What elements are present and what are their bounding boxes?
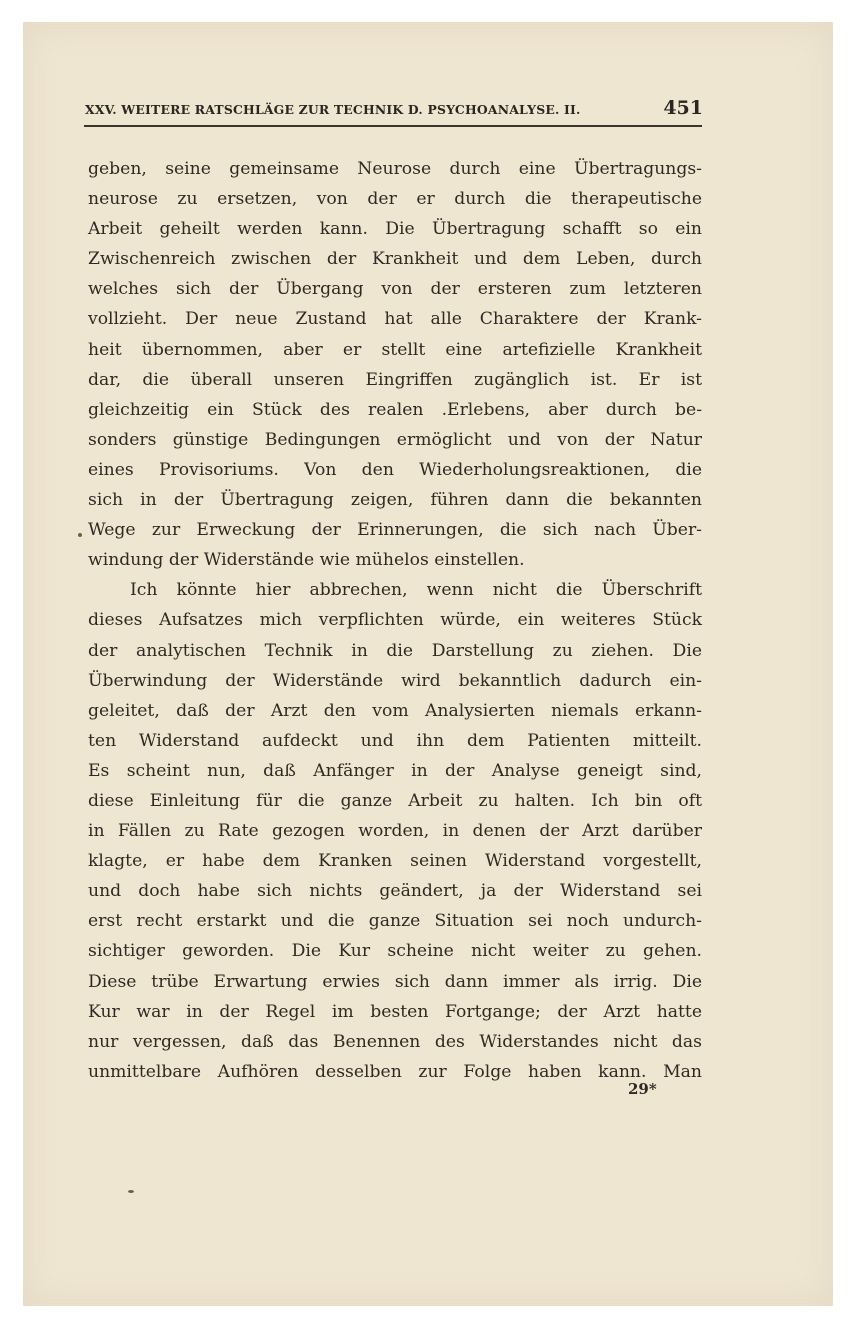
text-line: ten Widerstand aufdeckt und ihn dem Patienten mitteilt.: [88, 730, 702, 751]
text-line: vollzieht. Der neue Zustand hat alle Charaktere der Krank-: [88, 309, 702, 330]
text-line: dar, die überall unseren Eingriffen zugänglich ist. Er ist: [88, 369, 702, 390]
text-line: sich in der Übertragung zeigen, führen dann die bekannten: [88, 490, 702, 511]
text-line: der analytischen Technik in die Darstellung zu ziehen. Die: [88, 640, 702, 661]
paper-speck: [128, 1190, 134, 1193]
text-line: gleichzeitig ein Stück des realen .Erlebens, aber durch be-: [88, 399, 702, 420]
text-line: unmittelbare Aufhören desselben zur Folge haben kann. Man: [88, 1061, 702, 1082]
paragraph-end-line: windung der Widerstände wie mühelos einstellen.: [88, 550, 525, 571]
text-line: in Fällen zu Rate gezogen worden, in denen der Arzt darüber: [88, 821, 702, 842]
text-line: eines Provisoriums. Von den Wiederholungsreaktionen, die: [88, 459, 702, 480]
page-number: 451: [663, 97, 703, 119]
paper-speck: [78, 533, 82, 537]
text-line: erst recht erstarkt und die ganze Situation sei noch undurch-: [88, 911, 702, 932]
text-line: Überwindung der Widerstände wird bekanntlich dadurch ein-: [88, 670, 702, 691]
text-line: Wege zur Erweckung der Erinnerungen, die sich nach Über-: [88, 520, 702, 541]
text-line: dieses Aufsatzes mich verpflichten würde, ein weiteres Stück: [88, 610, 702, 631]
text-line: sichtiger geworden. Die Kur scheine nicht weiter zu gehen.: [88, 941, 702, 962]
text-line: Arbeit geheilt werden kann. Die Übertragung schafft so ein: [88, 219, 702, 240]
signature-mark: 29*: [628, 1080, 657, 1098]
text-line: klagte, er habe dem Kranken seinen Widerstand vorgestellt,: [88, 851, 702, 872]
text-line: diese Einleitung für die ganze Arbeit zu halten. Ich bin oft: [88, 790, 702, 811]
running-header: [83, 96, 703, 126]
text-line: heit übernommen, aber er stellt eine artefizielle Krankheit: [88, 339, 702, 360]
text-line: geleitet, daß der Arzt den vom Analysierten niemals erkann-: [88, 700, 702, 721]
text-line: geben, seine gemeinsame Neurose durch eine Übertragungs-: [88, 159, 702, 179]
text-line: Diese trübe Erwartung erwies sich dann immer als irrig. Die: [88, 971, 702, 992]
text-line: nur vergessen, daß das Benennen des Widerstandes nicht das: [88, 1031, 702, 1052]
header-rule: [84, 125, 702, 127]
paragraph-start-line: Ich könnte hier abbrechen, wenn nicht die Überschrift: [130, 580, 702, 601]
text-line: Zwischenreich zwischen der Krankheit und dem Leben, durch: [88, 249, 702, 270]
text-line: Kur war in der Regel im besten Fortgange; der Arzt hatte: [88, 1001, 702, 1022]
text-line: und doch habe sich nichts geändert, ja der Widerstand sei: [88, 881, 702, 902]
running-title: XXV. WEITERE RATSCHLÄGE ZUR TECHNIK D. PSYCHOANALYSE. II.: [85, 102, 581, 117]
text-line: sonders günstige Bedingungen ermöglicht und von der Natur: [88, 429, 702, 450]
body-text: [88, 154, 702, 1087]
text-line: welches sich der Übergang von der ersteren zum letzteren: [88, 279, 702, 300]
text-line: neurose zu ersetzen, von der er durch die therapeutische: [88, 189, 702, 210]
text-line: Es scheint nun, daß Anfänger in der Analyse geneigt sind,: [88, 760, 702, 781]
